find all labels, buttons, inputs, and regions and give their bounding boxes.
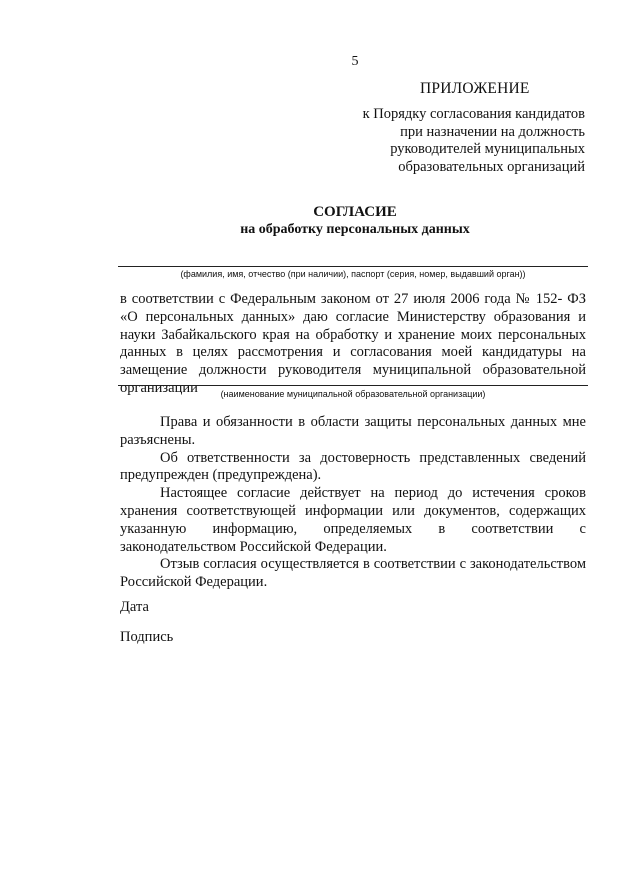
- page-number: 5: [351, 54, 359, 69]
- appendix-reference-line: к Порядку согласования кандидатов: [362, 106, 585, 122]
- appendix-reference-line: образовательных организаций: [398, 158, 585, 175]
- withdrawal-paragraph: Отзыв согласия осуществляется в соответствии с законодательством Российской Федерации.: [120, 556, 586, 591]
- signature-label: Подпись: [120, 629, 174, 645]
- person-fill-caption: (фамилия, имя, отчество (при наличии), паспорт (серия, номер, выдавший орган)): [180, 269, 526, 279]
- appendix-title: ПРИЛОЖЕНИЕ: [420, 80, 530, 97]
- consent-main-text: в соответствии с Федеральным законом от 27 июля 2006 года № 152- ФЗ «О персональных данных» даю согласие Министерству образования и науки Забайкальского края на обработку и хранение моих персональных данных в целях рассмотрения и согласования моей кандидатуры на замещение должности руководителя муниципальной образовательной организации: [120, 291, 586, 396]
- date-label: Дата: [120, 599, 149, 615]
- consent-paragraphs: [120, 414, 586, 592]
- person-fill-line: [118, 266, 588, 267]
- appendix-reference-line: при назначении на должность: [400, 123, 585, 140]
- validity-paragraph: Настоящее согласие действует на период до истечения сроков хранения соответствующей информации или документов, содержащих указанную информацию, определяемых в соответствии с законодательством Российской Федерации.: [120, 485, 586, 555]
- appendix-reference-line: руководителей муниципальных: [390, 141, 585, 157]
- document-title: СОГЛАСИЕ: [313, 204, 397, 220]
- responsibility-paragraph: Об ответственности за достоверность представленных сведений предупрежден (предупреждена).: [120, 449, 586, 484]
- rights-paragraph: Права и обязанности в области защиты персональных данных мне разъяснены.: [120, 414, 586, 448]
- organization-fill-line: [118, 385, 588, 386]
- document-subtitle: на обработку персональных данных: [240, 222, 470, 237]
- organization-fill-caption: (наименование муниципальной образовательной организации): [220, 389, 486, 399]
- appendix-reference: [330, 106, 585, 176]
